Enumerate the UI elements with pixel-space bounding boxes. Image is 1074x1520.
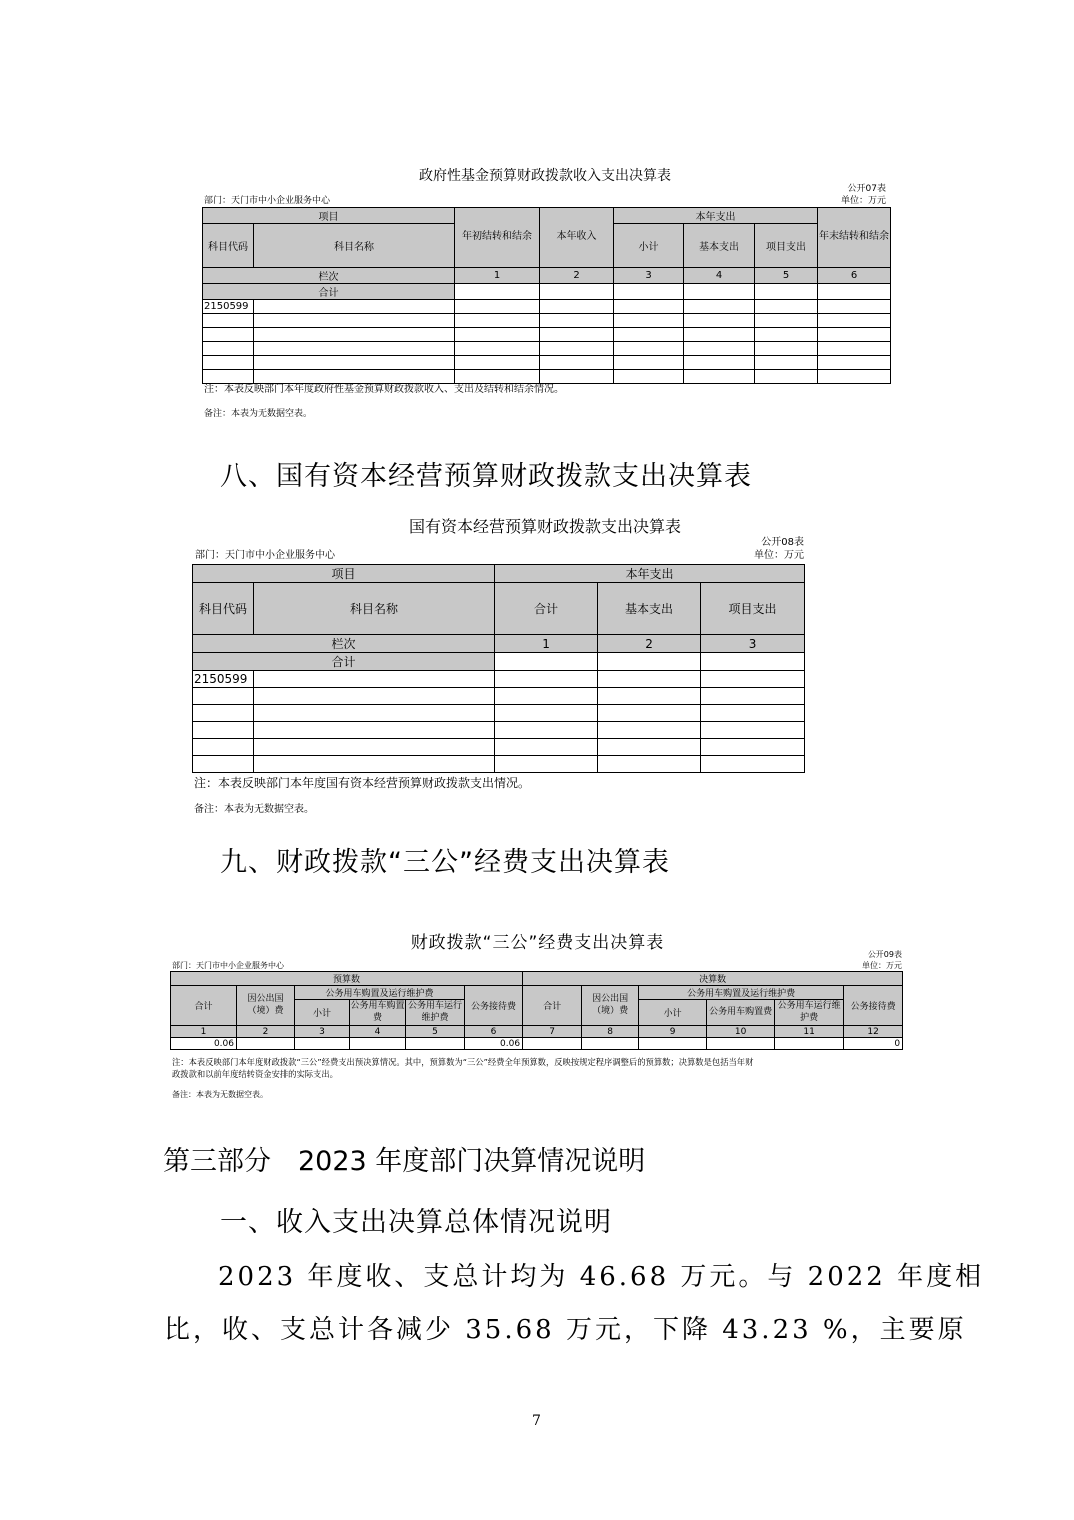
t09-header-abroad-f: 因公出国（境）费 bbox=[582, 986, 639, 1026]
table09-note-line1: 注：本表反映部门本年度财政拨款“三公”经费支出预决算情况。其中，预算数为“三公”经费全年预算数，反映按规定程序调整后的预算数；决算数是包括当年财 bbox=[172, 1057, 754, 1067]
t07-header-subtotal: 小计 bbox=[614, 224, 684, 268]
table07-code: 公开07表 bbox=[847, 184, 886, 194]
t09-header-vehicle-b: 公务用车购置及运行维护费 bbox=[295, 986, 465, 1000]
table09-title: 财政拨款“三公”经费支出决算表 bbox=[410, 933, 665, 953]
t07-header-year-income: 本年收入 bbox=[540, 208, 614, 268]
t09-header-total-f: 合计 bbox=[523, 986, 582, 1026]
t07-col-number: 5 bbox=[755, 268, 818, 284]
t07-col-number: 1 bbox=[455, 268, 540, 284]
t09-col-number: 8 bbox=[582, 1026, 639, 1038]
t07-header-project: 项目 bbox=[203, 208, 455, 224]
t09-col-number: 3 bbox=[295, 1026, 350, 1038]
t09-header-operate-b: 公务用车运行维护费 bbox=[406, 1000, 465, 1026]
t09-header-total-b: 合计 bbox=[171, 986, 237, 1026]
table-row bbox=[203, 300, 891, 314]
table09-unit: 单位：万元 bbox=[862, 961, 902, 970]
t07-total-label: 合计 bbox=[203, 284, 455, 300]
section1-paragraph-line2: 比，收、支总计各减少 35.68 万元，下降 43.23 %，主要原 bbox=[164, 1315, 967, 1345]
table-row bbox=[193, 688, 805, 705]
part3-heading: 第三部分 2023 年度部门决算情况说明 bbox=[163, 1146, 646, 1177]
t07-row-index-label: 栏次 bbox=[203, 268, 455, 284]
t07-header-begin-balance: 年初结转和结余 bbox=[455, 208, 540, 268]
t08-total-label: 合计 bbox=[193, 653, 495, 671]
table07-dept: 部门：天门市中小企业服务中心 bbox=[204, 196, 331, 206]
t09-header-purchase-b: 公务用车购置费 bbox=[350, 1000, 406, 1026]
table-row bbox=[193, 739, 805, 756]
table08-code: 公开08表 bbox=[761, 537, 804, 548]
table-row bbox=[193, 671, 805, 688]
table08 bbox=[192, 564, 805, 773]
t09-value-c12: 0 bbox=[844, 1038, 903, 1050]
t08-header-project: 项目 bbox=[193, 565, 495, 583]
table-row bbox=[203, 342, 891, 356]
table-row bbox=[193, 722, 805, 739]
table08-note: 注：本表反映部门本年度国有资本经营预算财政拨款支出情况。 bbox=[194, 776, 531, 790]
t09-header-budget: 预算数 bbox=[171, 972, 523, 986]
t08-header-code: 科目代码 bbox=[193, 583, 254, 635]
table08-unit: 单位：万元 bbox=[754, 550, 804, 561]
section1-heading: 一、收入支出决算总体情况说明 bbox=[220, 1207, 612, 1238]
table-row bbox=[171, 1038, 903, 1050]
t07-col-number: 2 bbox=[540, 268, 614, 284]
t07-row-code: 2150599 bbox=[203, 300, 254, 314]
t09-col-number: 4 bbox=[350, 1026, 406, 1038]
t09-col-number: 11 bbox=[775, 1026, 844, 1038]
table09-dept: 部门：天门市中小企业服务中心 bbox=[172, 961, 284, 970]
t09-header-abroad-b: 因公出国（境）费 bbox=[237, 986, 295, 1026]
t08-header-project-exp: 项目支出 bbox=[701, 583, 805, 635]
t07-col-number: 4 bbox=[684, 268, 755, 284]
table08-title: 国有资本经营预算财政拨款支出决算表 bbox=[408, 517, 681, 536]
t07-col-number: 6 bbox=[818, 268, 891, 284]
t09-col-number: 1 bbox=[171, 1026, 237, 1038]
t08-header-name: 科目名称 bbox=[254, 583, 495, 635]
t09-col-number: 10 bbox=[707, 1026, 775, 1038]
table08-remark: 备注：本表为无数据空表。 bbox=[194, 804, 314, 815]
t07-header-basic: 基本支出 bbox=[684, 224, 755, 268]
table07 bbox=[202, 207, 891, 384]
table-row bbox=[193, 756, 805, 773]
table07-remark: 备注：本表为无数据空表。 bbox=[204, 409, 313, 419]
table-row bbox=[203, 328, 891, 342]
t08-col-number: 1 bbox=[495, 635, 598, 653]
t08-header-basic: 基本支出 bbox=[598, 583, 701, 635]
t09-col-number: 9 bbox=[639, 1026, 707, 1038]
table07-unit: 单位：万元 bbox=[840, 196, 886, 206]
t08-col-number: 3 bbox=[701, 635, 805, 653]
table07-note: 注：本表反映部门本年度政府性基金预算财政拨款收入、支出及结转和结余情况。 bbox=[204, 384, 564, 395]
table09-remark: 备注：本表为无数据空表。 bbox=[172, 1090, 268, 1099]
section1-paragraph-line1: 2023 年度收、支总计均为 46.68 万元。与 2022 年度相 bbox=[218, 1262, 985, 1292]
t09-header-reception-b: 公务接待费 bbox=[465, 986, 523, 1026]
t09-value-c6: 0.06 bbox=[465, 1038, 523, 1050]
t08-header-total: 合计 bbox=[495, 583, 598, 635]
section9-heading: 九、财政拨款“三公”经费支出决算表 bbox=[220, 847, 670, 878]
t07-header-code: 科目代码 bbox=[203, 224, 254, 268]
page-number: 7 bbox=[532, 1413, 541, 1429]
t07-header-project-exp: 项目支出 bbox=[755, 224, 818, 268]
t09-value-c1: 0.06 bbox=[171, 1038, 237, 1050]
t09-header-vehicle-f: 公务用车购置及运行维护费 bbox=[639, 986, 844, 1000]
t08-row-code: 2150599 bbox=[193, 671, 254, 688]
t09-header-final: 决算数 bbox=[523, 972, 903, 986]
t09-header-operate-f: 公务用车运行维护费 bbox=[775, 1000, 844, 1026]
t09-col-number: 6 bbox=[465, 1026, 523, 1038]
t08-header-year-expense: 本年支出 bbox=[495, 565, 805, 583]
t07-header-end-balance: 年末结转和结余 bbox=[818, 208, 891, 268]
t09-header-purchase-f: 公务用车购置费 bbox=[707, 1000, 775, 1026]
t07-header-year-expense: 本年支出 bbox=[614, 208, 818, 224]
t08-row-index-label: 栏次 bbox=[193, 635, 495, 653]
t09-col-number: 12 bbox=[844, 1026, 903, 1038]
table-row bbox=[203, 356, 891, 370]
t08-col-number: 2 bbox=[598, 635, 701, 653]
t09-col-number: 7 bbox=[523, 1026, 582, 1038]
t07-col-number: 3 bbox=[614, 268, 684, 284]
table09-note-line2: 政拨款和以前年度结转资金安排的实际支出。 bbox=[172, 1069, 338, 1079]
t09-col-number: 2 bbox=[237, 1026, 295, 1038]
table08-dept: 部门：天门市中小企业服务中心 bbox=[195, 550, 335, 561]
table07-title: 政府性基金预算财政拨款收入支出决算表 bbox=[419, 168, 671, 184]
table-row bbox=[203, 314, 891, 328]
t09-header-reception-f: 公务接待费 bbox=[844, 986, 903, 1026]
table09 bbox=[170, 971, 903, 1050]
t09-header-subtotal-b: 小计 bbox=[295, 1000, 350, 1026]
table09-code: 公开09表 bbox=[867, 950, 902, 959]
section8-heading: 八、国有资本经营预算财政拨款支出决算表 bbox=[220, 461, 752, 492]
t09-col-number: 5 bbox=[406, 1026, 465, 1038]
t09-header-subtotal-f: 小计 bbox=[639, 1000, 707, 1026]
table-row bbox=[193, 705, 805, 722]
t07-header-name: 科目名称 bbox=[254, 224, 455, 268]
